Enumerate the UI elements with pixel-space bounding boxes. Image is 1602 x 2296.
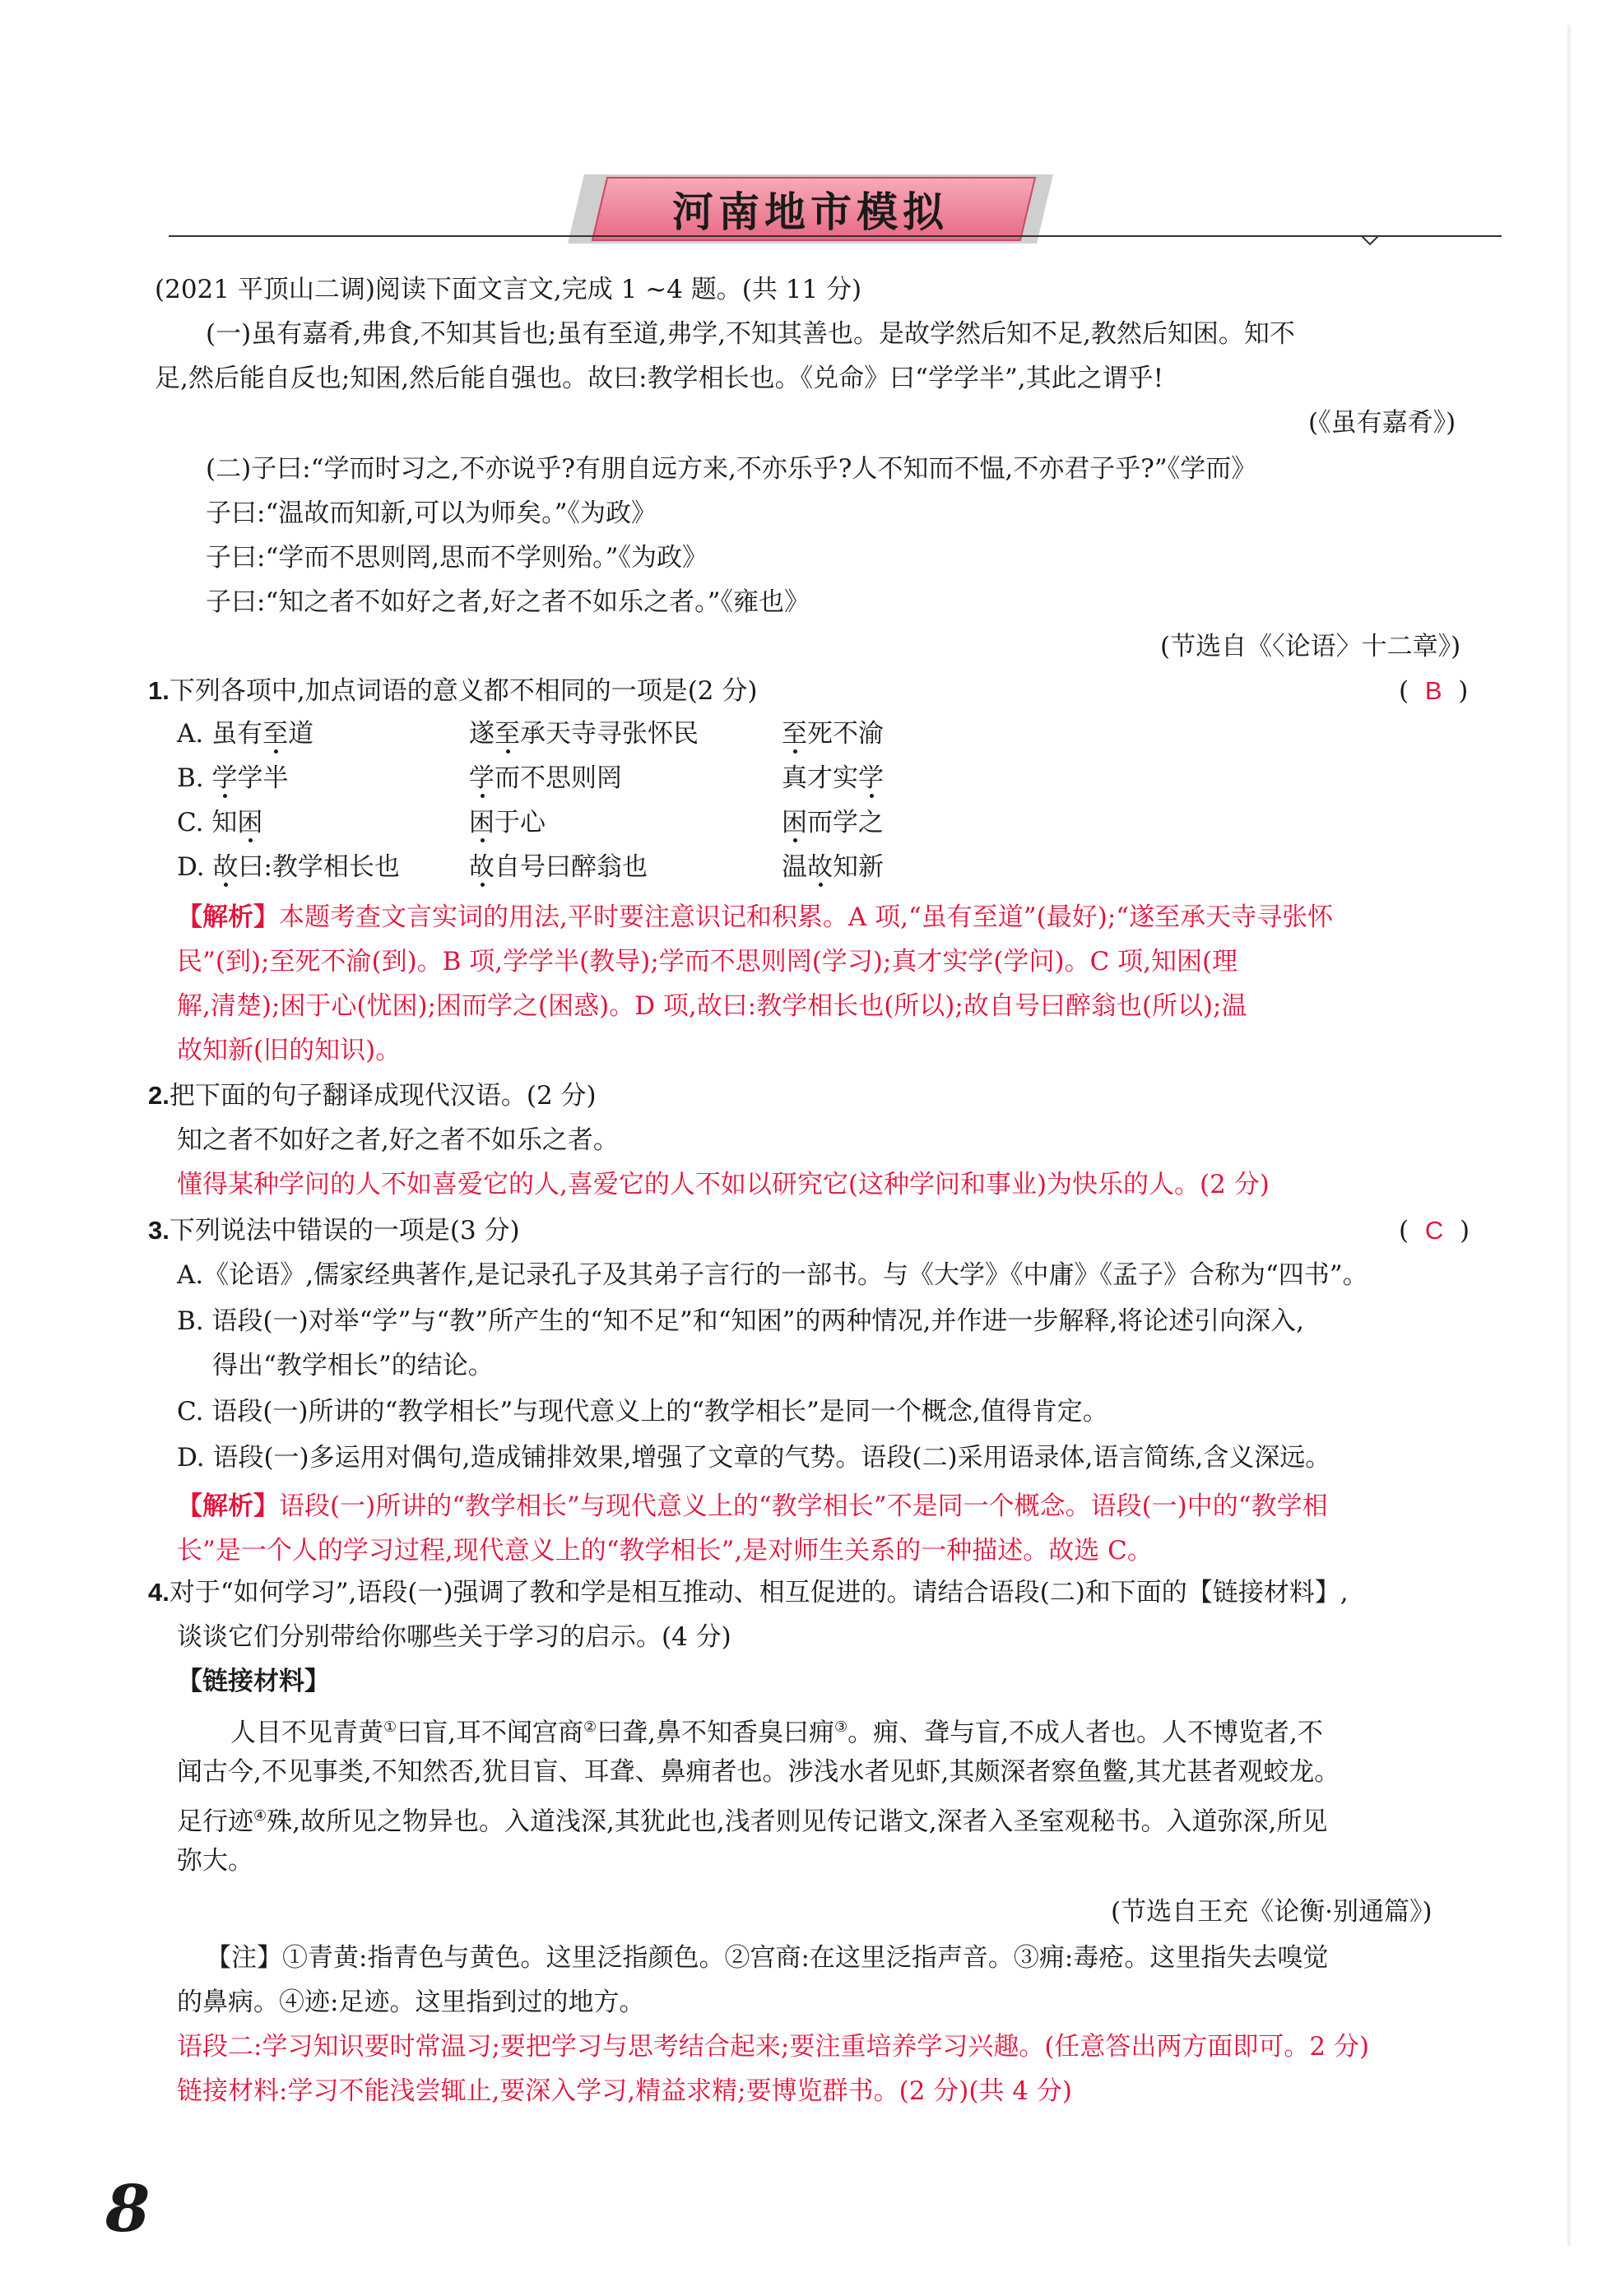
q1-option-2-col2: 困于心: [469, 808, 546, 837]
passage1-line1: (一)虽有嘉肴,弗食,不知其旨也;虽有至道,弗学,不知其善也。是故学然后知不足,教然后知困。知不: [206, 319, 1295, 349]
q4-material-line1: 人目不见青黄①曰盲,耳不闻宫商②曰聋,鼻不知香臭曰痈③。痈、聋与盲,不成人者也。人不博览者,不: [230, 1718, 1323, 1748]
q4-stem-line2: 谈谈它们分别带给你哪些关于学习的启示。(4 分): [177, 1622, 731, 1652]
emphasis-dot-char: 故: [469, 852, 495, 882]
q4-number: 4.: [148, 1578, 169, 1607]
q2-number: 2.: [148, 1081, 169, 1110]
q3-option-c: C. 语段(一)所讲的“教学相长”与现代意义上的“教学相长”是同一个概念,值得肯定。: [177, 1397, 1108, 1426]
q1-option-0-col2: 遂至承天寺寻张怀民: [469, 719, 699, 749]
q1-analysis: 【解析】本题考查文言实词的用法,平时要注意识记和积累。A 项,“虽有至道”(最好);“遂至承天寺寻张怀 民”(到);至死不渝(到)。B 项,学学半(教导);学而不思则罔(学习);真才实学(学问)。C 项,知困(理 解,清楚);困于心(忧困);困而学之(困惑)。D 项,故曰:教学相长也(所以);故自号曰醉翁也(所以);温 故知新(旧的知识)。: [177, 902, 1334, 1065]
q3-analysis: 【解析】语段(一)所讲的“教学相长”与现代意义上的“教学相长”不是同一个概念。语段(一)中的“教学相 长”是一个人的学习过程,现代意义上的“教学相长”,是对师生关系的一种描述。故选 C。: [177, 1491, 1328, 1565]
q3-option-b-line1: B. 语段(一)对举“学”与“教”所产生的“知不足”和“知困”的两种情况,并作进一步解释,将论述引向深入,: [177, 1306, 1305, 1336]
q1-answer-slot: ( B ): [1399, 676, 1469, 706]
q1-option-0-col3: 至死不渝: [782, 719, 884, 749]
passage2-line4: 子曰:“知之者不如好之者,好之者不如乐之者。”《雍也》: [206, 587, 810, 617]
passage2-source: (节选自《〈论语〉十二章》): [1160, 632, 1461, 661]
banner-title: 河南地市模拟: [672, 188, 949, 236]
passage1-source: (《虽有嘉肴》): [1308, 408, 1456, 438]
q1-option-2-col3: 困而学之: [782, 808, 884, 837]
q1-option-3-col2: 故自号曰醉翁也: [469, 852, 648, 882]
q4-stem-line1: [148, 1575, 1349, 1611]
emphasis-dot-char: 至: [782, 719, 807, 749]
q4-material-source: (节选自王充《论衡·别通篇》): [1111, 1897, 1433, 1927]
emphasis-dot-char: 困: [237, 808, 263, 837]
q1-option-3-col3: 温故知新: [782, 852, 884, 882]
q3-number: 3.: [148, 1216, 169, 1245]
q3-option-b-line2: 得出“教学相长”的结论。: [212, 1351, 494, 1380]
q3-stem: [148, 1213, 520, 1249]
q3-answer-slot: ( C ): [1399, 1216, 1470, 1245]
page-number: 8: [105, 2172, 151, 2247]
q1-stem: [148, 673, 757, 709]
q1-stem-text: 下列各项中,加点词语的意义都不相同的一项是(2 分): [169, 676, 758, 706]
q1-option-1-col2: 学而不思则罔: [469, 763, 622, 793]
emphasis-dot-char: 故: [212, 852, 239, 882]
q1-option-0-col1: A. 虽有至道: [177, 719, 314, 749]
emphasis-dot-char: 学: [469, 763, 495, 793]
passage2-line2: 子曰:“温故而知新,可以为师矣。”《为政》: [206, 499, 657, 528]
q2-stem: [148, 1078, 597, 1114]
q4-answer-line2: 链接材料:学习不能浅尝辄止,要深入学习,精益求精;要博览群书。(2 分)(共 4 分): [177, 2076, 1072, 2106]
binding-edge: [1567, 25, 1572, 2246]
emphasis-dot-char: 故: [807, 852, 833, 882]
passage2-line3: 子曰:“学而不思则罔,思而不学则殆。”《为政》: [206, 543, 708, 573]
intro-line: (2021 平顶山二调)阅读下面文言文,完成 1 ~4 题。(共 11 分): [155, 275, 862, 304]
q4-answer-line1: 语段二:学习知识要时常温习;要把学习与思考结合起来;要注重培养学习兴趣。(任意答出两方面即可。2 分): [177, 2032, 1370, 2062]
q4-material-line4: 弥大。: [177, 1846, 253, 1876]
q3-option-a: A.《论语》,儒家经典著作,是记录孔子及其弟子言行的一部书。与《大学》《中庸》《孟子》合称为“四书”。: [177, 1260, 1368, 1290]
q4-note-line1: 【注】①青黄:指青色与黄色。这里泛指颜色。②宫商:在这里泛指声音。③痈:毒疮。这里指失去嗅觉: [206, 1943, 1329, 1973]
q1-option-1-col3: 真才实学: [782, 763, 884, 793]
q3-stem-text: 下列说法中错误的一项是(3 分): [169, 1216, 520, 1245]
emphasis-dot-char: 困: [782, 808, 807, 837]
q1-option-1-col1: B. 学学半: [177, 763, 289, 793]
q4-material-title: 【链接材料】: [177, 1667, 330, 1696]
q4-material-line3: 足行迹④殊,故所见之物异也。入道浅深,其犹此也,浅者则见传记谐文,深者入圣室观秘书。入道弥深,所见: [177, 1807, 1328, 1837]
q4-material-line2: 闻古今,不见事类,不知然否,犹目盲、耳聋、鼻痈者也。涉浅水者见虾,其颇深者察鱼鳖,其尤甚者观蛟龙。: [177, 1757, 1340, 1787]
passage1-line2: 足,然后能自反也;知困,然后能自强也。故曰:教学相长也。《兑命》曰“学学半”,其此之谓乎!: [155, 364, 1164, 393]
q4-note-line2: 的鼻病。④迹:足迹。这里指到过的地方。: [177, 1988, 645, 2017]
emphasis-dot-char: 学: [858, 763, 884, 793]
passage2-line1: (二)子曰:“学而时习之,不亦说乎?有朋自远方来,不亦乐乎?人不知而不愠,不亦君子乎?”《学而》: [206, 454, 1257, 484]
q3-analysis-tag: 【解析】: [177, 1491, 279, 1521]
q1-option-3-col1: D. 故曰:教学相长也: [177, 852, 400, 882]
q2-stem-text: 把下面的句子翻译成现代汉语。(2 分): [169, 1081, 597, 1111]
banner-underline: [169, 233, 1502, 249]
q3-option-d: D. 语段(一)多运用对偶句,造成铺排效果,增强了文章的气势。语段(二)采用语录体,语言简练,含义深远。: [177, 1443, 1331, 1473]
q2-answer: 懂得某种学问的人不如喜爱它的人,喜爱它的人不如以研究它(这种学问和事业)为快乐的人。(2 分): [177, 1170, 1270, 1199]
emphasis-dot-char: 困: [469, 808, 495, 837]
q1-analysis-tag: 【解析】: [177, 902, 279, 932]
q2-sentence: 知之者不如好之者,好之者不如乐之者。: [177, 1125, 619, 1155]
emphasis-dot-char: 至: [495, 719, 520, 749]
q3-answer: C: [1424, 1216, 1444, 1245]
q4-stem-text: 对于“如何学习”,语段(一)强调了教和学是相互推动、相互促进的。请结合语段(二)和下面的【链接材料】,: [169, 1578, 1349, 1607]
q1-number: 1.: [148, 676, 169, 705]
emphasis-dot-char: 至: [262, 719, 289, 749]
q1-answer: B: [1424, 676, 1442, 705]
emphasis-dot-char: 学: [211, 763, 238, 793]
q1-option-2-col1: C. 知困: [177, 808, 263, 837]
